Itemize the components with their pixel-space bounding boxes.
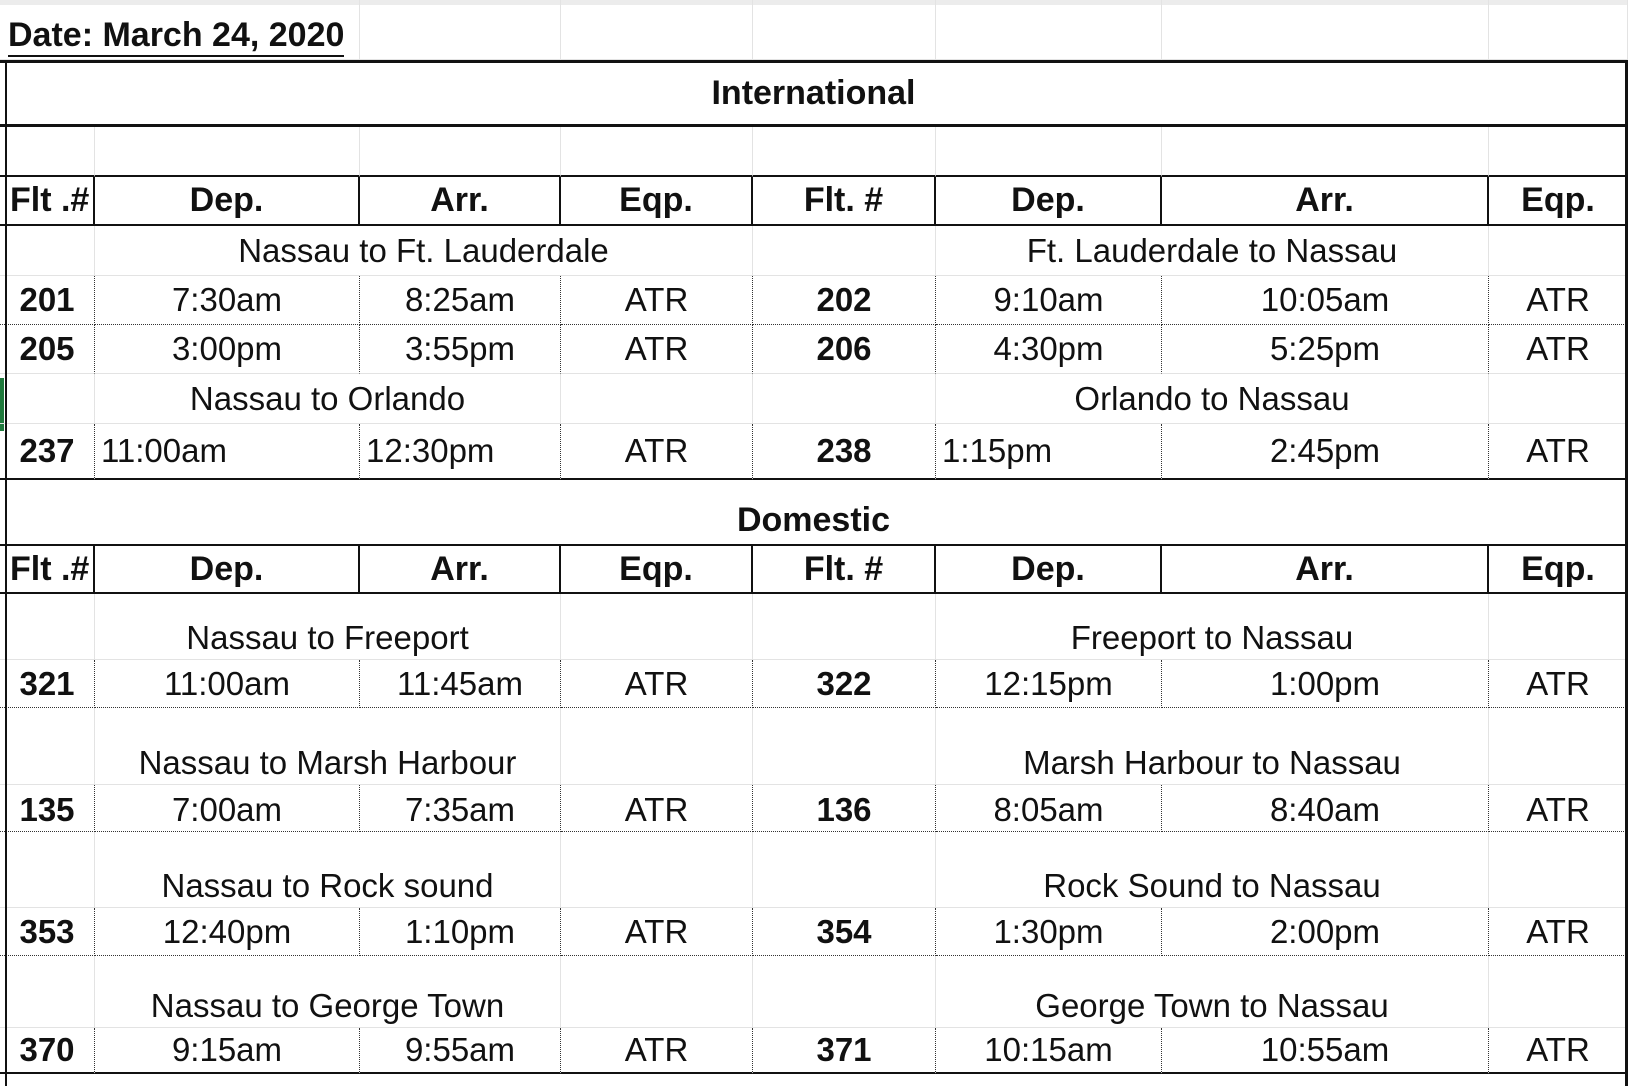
empty-cell[interactable] bbox=[1162, 0, 1489, 60]
equipment-cell[interactable]: ATR bbox=[561, 908, 753, 956]
empty-cell[interactable] bbox=[561, 832, 753, 908]
header-arrival[interactable]: Arr. bbox=[1162, 546, 1489, 594]
arrival-time-cell[interactable]: 10:05am bbox=[1162, 276, 1489, 325]
route-label[interactable]: Ft. Lauderdale to Nassau bbox=[936, 226, 1489, 276]
equipment-cell[interactable]: ATR bbox=[1489, 1028, 1628, 1074]
header-departure[interactable]: Dep. bbox=[936, 546, 1162, 594]
empty-cell[interactable] bbox=[0, 594, 95, 660]
departure-time-cell[interactable]: 1:15pm bbox=[936, 424, 1162, 480]
arrival-time-cell[interactable]: 12:30pm bbox=[360, 424, 561, 480]
equipment-cell[interactable]: ATR bbox=[1489, 908, 1628, 956]
equipment-cell[interactable]: ATR bbox=[561, 424, 753, 480]
empty-cell[interactable] bbox=[561, 0, 753, 60]
date-cell[interactable] bbox=[0, 0, 360, 60]
header-departure[interactable]: Dep. bbox=[936, 177, 1162, 226]
empty-cell[interactable] bbox=[936, 127, 1162, 177]
departure-time-cell[interactable]: 12:40pm bbox=[95, 908, 360, 956]
empty-cell[interactable] bbox=[1489, 708, 1628, 785]
departure-time-cell[interactable]: 10:15am bbox=[936, 1028, 1162, 1074]
departure-time-cell[interactable]: 9:15am bbox=[95, 1028, 360, 1074]
route-label[interactable]: Rock Sound to Nassau bbox=[936, 832, 1489, 908]
departure-time-cell[interactable]: 3:00pm bbox=[95, 325, 360, 374]
header-flight-number[interactable]: Flt. # bbox=[753, 546, 936, 594]
header-flight-number[interactable]: Flt. # bbox=[753, 177, 936, 226]
header-equipment[interactable]: Eqp. bbox=[1489, 546, 1628, 594]
arrival-time-cell[interactable]: 11:45am bbox=[360, 660, 561, 708]
arrival-time-cell[interactable]: 10:55am bbox=[1162, 1028, 1489, 1074]
route-label[interactable]: Nassau to Freeport bbox=[95, 594, 561, 660]
equipment-cell[interactable]: ATR bbox=[1489, 785, 1628, 832]
flight-number-cell[interactable]: 202 bbox=[753, 276, 936, 325]
empty-cell[interactable] bbox=[1489, 832, 1628, 908]
flight-number-cell[interactable]: 370 bbox=[0, 1028, 95, 1074]
equipment-cell[interactable]: ATR bbox=[561, 785, 753, 832]
flight-number-cell[interactable]: 205 bbox=[0, 325, 95, 374]
empty-cell[interactable] bbox=[753, 832, 936, 908]
date-label: Date: March 24, 2020 bbox=[8, 16, 344, 57]
departure-time-cell[interactable]: 8:05am bbox=[936, 785, 1162, 832]
empty-cell[interactable] bbox=[0, 832, 95, 908]
flight-number-cell[interactable]: 354 bbox=[753, 908, 936, 956]
departure-time-cell[interactable]: 11:00am bbox=[95, 660, 360, 708]
equipment-cell[interactable]: ATR bbox=[1489, 276, 1628, 325]
departure-time-cell[interactable]: 7:30am bbox=[95, 276, 360, 325]
arrival-time-cell[interactable]: 9:55am bbox=[360, 1028, 561, 1074]
empty-cell[interactable] bbox=[753, 374, 936, 424]
header-departure[interactable]: Dep. bbox=[95, 177, 360, 226]
empty-cell[interactable] bbox=[360, 0, 561, 60]
header-flight-number[interactable]: Flt .# bbox=[0, 546, 95, 594]
empty-cell[interactable] bbox=[561, 956, 753, 1028]
route-label[interactable]: Nassau to Marsh Harbour bbox=[95, 708, 561, 785]
empty-cell[interactable] bbox=[561, 374, 753, 424]
empty-cell[interactable] bbox=[1489, 0, 1628, 60]
route-label[interactable]: Nassau to George Town bbox=[95, 956, 561, 1028]
departure-time-cell[interactable]: 12:15pm bbox=[936, 660, 1162, 708]
empty-cell[interactable] bbox=[561, 127, 753, 177]
empty-cell[interactable] bbox=[753, 127, 936, 177]
header-equipment[interactable]: Eqp. bbox=[1489, 177, 1628, 226]
equipment-cell[interactable]: ATR bbox=[1489, 325, 1628, 374]
departure-time-cell[interactable]: 1:30pm bbox=[936, 908, 1162, 956]
header-departure[interactable]: Dep. bbox=[95, 546, 360, 594]
route-label[interactable]: Marsh Harbour to Nassau bbox=[936, 708, 1489, 785]
departure-time-cell[interactable]: 11:00am bbox=[95, 424, 360, 480]
arrival-time-cell[interactable]: 1:10pm bbox=[360, 908, 561, 956]
header-arrival[interactable]: Arr. bbox=[360, 546, 561, 594]
flight-number-cell[interactable]: 321 bbox=[0, 660, 95, 708]
empty-cell[interactable] bbox=[360, 127, 561, 177]
flight-number-cell[interactable]: 238 bbox=[753, 424, 936, 480]
empty-cell[interactable] bbox=[1489, 594, 1628, 660]
empty-cell[interactable] bbox=[1489, 956, 1628, 1028]
empty-cell[interactable] bbox=[1162, 127, 1489, 177]
empty-cell[interactable] bbox=[0, 226, 95, 276]
header-equipment[interactable]: Eqp. bbox=[561, 546, 753, 594]
empty-cell[interactable] bbox=[0, 127, 95, 177]
empty-cell[interactable] bbox=[1489, 127, 1628, 177]
empty-cell[interactable] bbox=[1489, 374, 1628, 424]
empty-cell[interactable] bbox=[753, 956, 936, 1028]
empty-cell[interactable] bbox=[0, 708, 95, 785]
route-label[interactable]: Nassau to Ft. Lauderdale bbox=[95, 226, 753, 276]
empty-cell[interactable] bbox=[1489, 226, 1628, 276]
route-label[interactable]: Nassau to Rock sound bbox=[95, 832, 561, 908]
arrival-time-cell[interactable]: 8:40am bbox=[1162, 785, 1489, 832]
header-arrival[interactable]: Arr. bbox=[360, 177, 561, 226]
empty-cell[interactable] bbox=[561, 708, 753, 785]
flight-number-cell[interactable]: 135 bbox=[0, 785, 95, 832]
flight-number-cell[interactable]: 371 bbox=[753, 1028, 936, 1074]
equipment-cell[interactable]: ATR bbox=[1489, 424, 1628, 480]
departure-time-cell[interactable]: 7:00am bbox=[95, 785, 360, 832]
route-label[interactable]: Nassau to Orlando bbox=[95, 374, 561, 424]
empty-cell[interactable] bbox=[936, 0, 1162, 60]
arrival-time-cell[interactable]: 8:25am bbox=[360, 276, 561, 325]
empty-cell[interactable] bbox=[561, 594, 753, 660]
header-equipment[interactable]: Eqp. bbox=[561, 177, 753, 226]
equipment-cell[interactable]: ATR bbox=[561, 660, 753, 708]
flight-number-cell[interactable]: 237 bbox=[0, 424, 95, 480]
empty-cell[interactable] bbox=[0, 956, 95, 1028]
route-label[interactable]: George Town to Nassau bbox=[936, 956, 1489, 1028]
international-section-title[interactable]: International bbox=[0, 60, 1628, 127]
equipment-cell[interactable]: ATR bbox=[1489, 660, 1628, 708]
flight-number-cell[interactable]: 206 bbox=[753, 325, 936, 374]
route-label[interactable]: Orlando to Nassau bbox=[936, 374, 1489, 424]
arrival-time-cell[interactable]: 7:35am bbox=[360, 785, 561, 832]
empty-cell[interactable] bbox=[753, 226, 936, 276]
arrival-time-cell[interactable]: 2:45pm bbox=[1162, 424, 1489, 480]
arrival-time-cell[interactable]: 3:55pm bbox=[360, 325, 561, 374]
equipment-cell[interactable]: ATR bbox=[561, 276, 753, 325]
arrival-time-cell[interactable]: 5:25pm bbox=[1162, 325, 1489, 374]
flight-number-cell[interactable]: 201 bbox=[0, 276, 95, 325]
empty-cell[interactable] bbox=[95, 127, 360, 177]
departure-time-cell[interactable]: 4:30pm bbox=[936, 325, 1162, 374]
flight-number-cell[interactable]: 353 bbox=[0, 908, 95, 956]
empty-cell[interactable] bbox=[753, 594, 936, 660]
empty-cell[interactable] bbox=[753, 0, 936, 60]
flight-number-cell[interactable]: 136 bbox=[753, 785, 936, 832]
header-flight-number[interactable]: Flt .# bbox=[0, 177, 95, 226]
header-arrival[interactable]: Arr. bbox=[1162, 177, 1489, 226]
equipment-cell[interactable]: ATR bbox=[561, 325, 753, 374]
equipment-cell[interactable]: ATR bbox=[561, 1028, 753, 1074]
departure-time-cell[interactable]: 9:10am bbox=[936, 276, 1162, 325]
flight-number-cell[interactable]: 322 bbox=[753, 660, 936, 708]
empty-cell[interactable] bbox=[0, 374, 95, 424]
arrival-time-cell[interactable]: 1:00pm bbox=[1162, 660, 1489, 708]
arrival-time-cell[interactable]: 2:00pm bbox=[1162, 908, 1489, 956]
empty-cell[interactable] bbox=[753, 708, 936, 785]
domestic-section-title[interactable]: Domestic bbox=[0, 480, 1628, 546]
route-label[interactable]: Freeport to Nassau bbox=[936, 594, 1489, 660]
